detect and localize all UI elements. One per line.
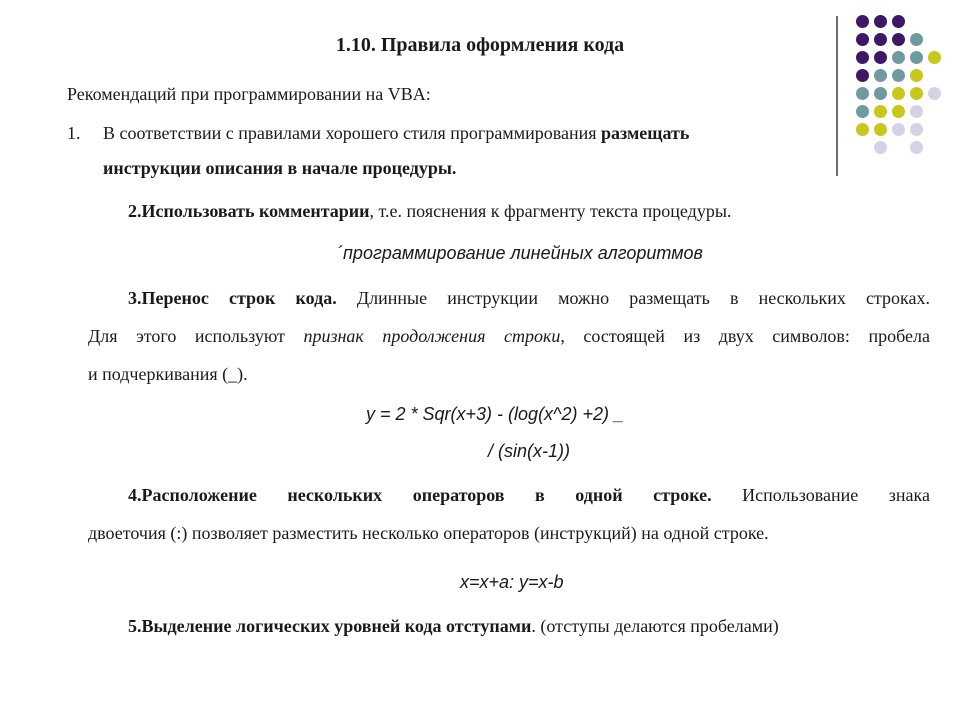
item-3-line-2 [88,326,930,347]
item-5-text: . (отступы делаются пробелами) [531,616,779,636]
decor-dot [874,123,887,136]
item-3-line-1 [128,288,930,309]
item-4-text: Использование знака [711,485,930,505]
decor-dot [910,105,923,118]
item-3-text-2a: Для этого используют [88,326,304,346]
item-1-bold-start: размещать [601,123,690,143]
item-3-italic-term: признак продолжения строки [303,326,561,346]
item-3-line-3: и подчеркивания (_). [88,364,248,384]
item-2 [128,201,731,222]
item-4-heading: 4.Расположение нескольких операторов в одной строке. [128,485,712,505]
item-4-code-example: x=x+a: y=x-b [460,572,564,592]
decor-dot [910,141,923,154]
slide-title: 1.10. Правила оформления кода [335,34,625,56]
decor-dot [910,69,923,82]
decor-dot [874,15,887,28]
item-1-number: 1. [67,123,81,143]
item-1-bold-end: инструкции описания в начале процедуры. [103,158,457,178]
item-5 [128,616,779,637]
item-3-code-line-1: y = 2 * Sqr(x+3) - (log(x^2) +2) _ [366,404,625,424]
decor-dot [874,69,887,82]
item-4-line-1 [128,485,930,506]
item-3-code-line-2: / (sin(x-1)) [488,441,570,461]
item-2-text: , т.е. пояснения к фрагменту текста процедуры. [369,201,732,221]
decor-dot [874,141,887,154]
item-3-heading: 3.Перенос строк кода. [128,288,337,308]
decor-dot [928,87,941,100]
item-1-line-2 [103,158,456,179]
decor-dot [892,15,905,28]
decor-dot [856,69,869,82]
item-4-line-2: двоеточия (:) позволяет разместить несколько операторов (инструкций) на одной строке. [88,523,769,543]
item-3-text: Длинные инструкции можно размещать в нескольких строках. [336,288,930,308]
decor-dot [856,123,869,136]
decor-dot [892,69,905,82]
item-1-line-1 [103,123,689,144]
item-2-code-example: ´программирование линейных алгоритмов [337,243,703,263]
item-1-text: В соответствии с правилами хорошего стиля программирования [103,123,602,143]
item-5-heading: 5.Выделение логических уровней кода отступами [128,616,532,636]
decor-dot [874,105,887,118]
item-3-text-2b: , состоящей из двух символов: пробела [560,326,930,346]
decor-dot [892,123,905,136]
decor-dot [874,87,887,100]
intro-text: Рекомендаций при программировании на VBA: [67,84,431,104]
item-2-heading: 2.Использовать комментарии [128,201,370,221]
decor-dot [856,87,869,100]
decor-dot [910,123,923,136]
decor-dot [856,15,869,28]
decor-dot [892,87,905,100]
decor-dot [910,87,923,100]
decor-dot [856,105,869,118]
decor-dot [892,105,905,118]
